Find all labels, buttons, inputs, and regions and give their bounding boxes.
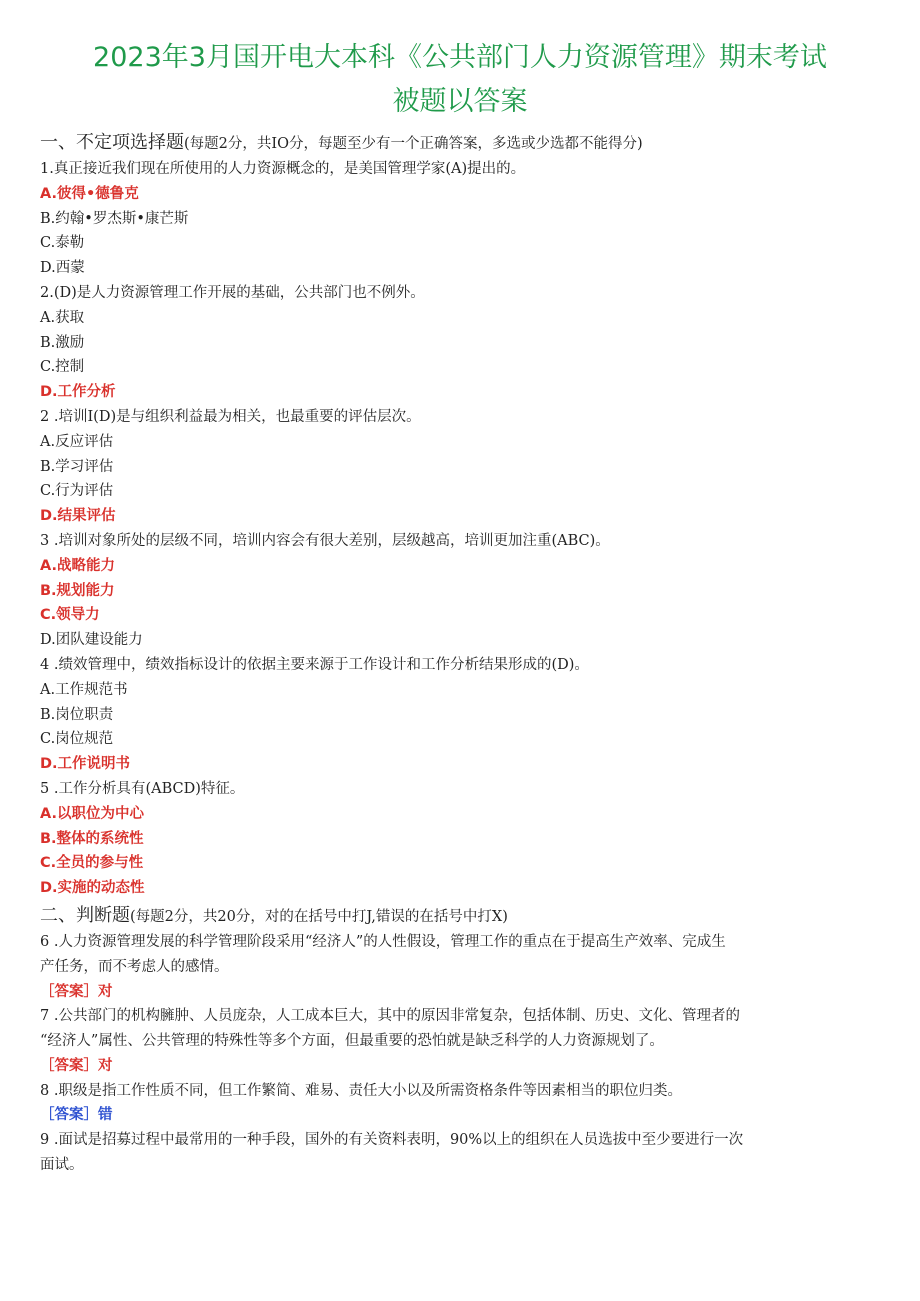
option-correct: C.领导力	[40, 607, 100, 624]
option-correct: D.结果评估	[40, 508, 116, 525]
section-note: (每题2分，共IO分，每题至少有一个正确答案，多选或少选都不能得分)	[184, 136, 643, 152]
option-correct: D.工作说明书	[40, 756, 131, 773]
section-note: (每题2分，共20分，对的在括号中打J,错误的在括号中打X)	[130, 908, 508, 925]
option-correct: A.彼得•德鲁克	[40, 185, 139, 202]
option: A.反应评估	[40, 433, 114, 450]
question-stem: 4 .绩效管理中，绩效指标设计的依据主要来源于工作设计和工作分析结果形成的(D)。	[40, 656, 589, 673]
section-title: 一、不定项选择题	[40, 132, 184, 153]
option: B.学习评估	[40, 458, 114, 475]
option-correct: B.整体的系统性	[40, 830, 144, 847]
question-stem: 5 .工作分析具有(ABCD)特征。	[40, 780, 245, 797]
judgment-question: 7 .公共部门的机构臃肿、人员庞杂，人工成本巨大，其中的原因非常复杂，包括体制、历史、文化、管理者的	[40, 1008, 740, 1025]
option-correct: D.工作分析	[40, 384, 116, 401]
section-heading-true-false	[40, 903, 878, 930]
option-correct: D.实施的动态性	[40, 880, 145, 897]
document-title-line2: 被题以答案	[392, 86, 528, 117]
option: B.激励	[40, 334, 85, 351]
answer-label: ［答案］对	[40, 983, 113, 1000]
question-stem: 2.(D)是人力资源管理工作开展的基础，公共部门也不例外。	[40, 284, 425, 301]
option-correct: A.战略能力	[40, 557, 115, 574]
option: A.工作规范书	[40, 681, 128, 698]
option-correct: B.规划能力	[40, 582, 115, 599]
judgment-question: 8 .职级是指工作性质不同，但工作繁简、难易、责任大小以及所需资格条件等因素相当的职位归类。	[40, 1082, 682, 1099]
option: D.西蒙	[40, 260, 85, 277]
option: D.团队建设能力	[40, 632, 143, 649]
question-stem: 3 .培训对象所处的层级不同，培训内容会有很大差别，层级越高，培训更加注重(ABC)。	[40, 532, 610, 549]
answer-label: ［答案］错	[40, 1107, 113, 1124]
option: B.约翰•罗杰斯•康芒斯	[40, 210, 189, 227]
judgment-question-cont: 产任务，而不考虑人的感情。	[40, 958, 229, 975]
option-correct: C.全员的参与性	[40, 855, 144, 872]
judgment-question-cont: 面试。	[40, 1157, 84, 1174]
judgment-question-cont: “经济人”属性、公共管理的特殊性等多个方面，但最重要的恐怕就是缺乏科学的人力资源规划了。	[40, 1033, 664, 1050]
section-title: 二、判断题	[40, 904, 130, 926]
judgment-question: 6 .人力资源管理发展的科学管理阶段采用“经济人”的人性假设，管理工作的重点在于提高生产效率、完成生	[40, 933, 726, 950]
option: C.控制	[40, 359, 85, 376]
document-body	[40, 128, 878, 1178]
option: B.岗位职责	[40, 706, 114, 723]
section-heading-multiple-choice	[40, 130, 878, 157]
question-stem: 2 .培训I(D)是与组织利益最为相关，也最重要的评估层次。	[40, 408, 421, 425]
option: A.获取	[40, 309, 85, 326]
option: C.岗位规范	[40, 731, 114, 748]
option-correct: A.以职位为中心	[40, 805, 144, 822]
answer-label: ［答案］对	[40, 1057, 113, 1074]
document-title-line1: 2023年3月国开电大本科《公共部门人力资源管理》期末考试	[93, 42, 827, 73]
option: C.泰勒	[40, 235, 85, 252]
option: C.行为评估	[40, 483, 114, 500]
question-stem: 1.真正接近我们现在所使用的人力资源概念的，是美国管理学家(A)提出的。	[40, 161, 526, 177]
judgment-question: 9 .面试是招募过程中最常用的一种手段，国外的有关资料表明，90%以上的组织在人员选拔中至少要进行一次	[40, 1132, 744, 1149]
